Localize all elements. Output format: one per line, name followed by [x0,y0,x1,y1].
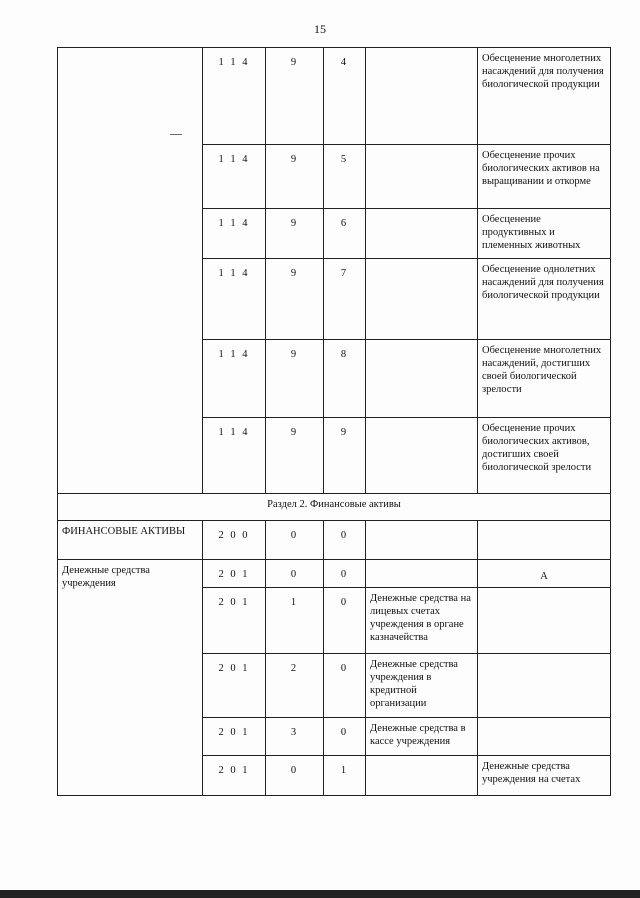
subcode-b-cell: 0 [324,588,366,654]
subcode-a-cell: 0 [266,521,324,560]
scan-edge [0,890,640,898]
table-row [58,48,611,145]
code-cell: 1 1 4 [203,145,266,209]
cash-label: Денежные средства учреждения [58,560,203,796]
subcode-a-cell: 9 [266,340,324,418]
subcode-b-cell: 4 [324,48,366,145]
table-row [58,560,611,588]
group-cell: Денежные средства учреждения в кредитной организации [366,654,478,718]
code-cell: 2 0 0 [203,521,266,560]
subcode-b-cell: 5 [324,145,366,209]
subcode-b-cell: 6 [324,209,366,259]
code-cell: 1 1 4 [203,340,266,418]
code-cell: 2 0 1 [203,654,266,718]
accounts-table [57,47,611,796]
group-cell [366,560,478,588]
subcode-b-cell: 0 [324,521,366,560]
section-row [58,494,611,521]
subcode-a-cell: 2 [266,654,324,718]
description-cell: Обесценение однолетних насаждений для получения биологической продукции [478,259,611,340]
account-cell: Денежные средства учреждения на счетах [478,756,611,796]
description-cell: Обесценение продуктивных и племенных животных [478,209,611,259]
subcode-b-cell: 8 [324,340,366,418]
empty-cell [366,340,478,418]
code-cell: 1 1 4 [203,209,266,259]
code-cell: 2 0 1 [203,718,266,756]
account-cell [478,718,611,756]
subcode-b-cell: 0 [324,654,366,718]
empty-cell [478,521,611,560]
subcode-a-cell: 9 [266,259,324,340]
code-cell: 1 1 4 [203,259,266,340]
empty-cell [366,418,478,494]
empty-cell [366,209,478,259]
code-cell: 2 0 1 [203,560,266,588]
empty-cell [366,259,478,340]
code-cell: 1 1 4 [203,418,266,494]
subcode-b-cell: 7 [324,259,366,340]
code-cell: 1 1 4 [203,48,266,145]
subcode-a-cell: 9 [266,418,324,494]
description-cell: Обесценение многолетних насаждений, достигших своей биологической зрелости [478,340,611,418]
subcode-a-cell: 0 [266,560,324,588]
description-cell: Обесценение многолетних насаждений для получения биологической продукции [478,48,611,145]
subcode-b-cell: 1 [324,756,366,796]
financial-assets-label: ФИНАНСОВЫЕ АКТИВЫ [58,521,203,560]
subcode-a-cell: 9 [266,145,324,209]
empty-cell [366,48,478,145]
table-row [58,521,611,560]
flag-cell: А [478,560,611,588]
group-cell [366,756,478,796]
account-cell [478,654,611,718]
subcode-a-cell: 9 [266,209,324,259]
description-cell: Обесценение прочих биологических активов, достигших своей биологической зрелости [478,418,611,494]
subcode-b-cell: 0 [324,560,366,588]
account-cell [478,588,611,654]
subcode-a-cell: 3 [266,718,324,756]
code-cell: 2 0 1 [203,588,266,654]
subcode-a-cell: 1 [266,588,324,654]
description-cell: Обесценение прочих биологических активов на выращивании и откорме [478,145,611,209]
subcode-a-cell: 0 [266,756,324,796]
merged-left-cell [58,48,203,494]
empty-cell [366,145,478,209]
code-cell: 2 0 1 [203,756,266,796]
group-cell: Денежные средства в кассе учреждения [366,718,478,756]
subcode-a-cell: 9 [266,48,324,145]
group-cell: Денежные средства на лицевых счетах учреждения в органе казначейства [366,588,478,654]
section-title: Раздел 2. Финансовые активы [58,494,611,521]
subcode-b-cell: 0 [324,718,366,756]
empty-cell [366,521,478,560]
page-number: 15 [314,22,326,36]
subcode-b-cell: 9 [324,418,366,494]
